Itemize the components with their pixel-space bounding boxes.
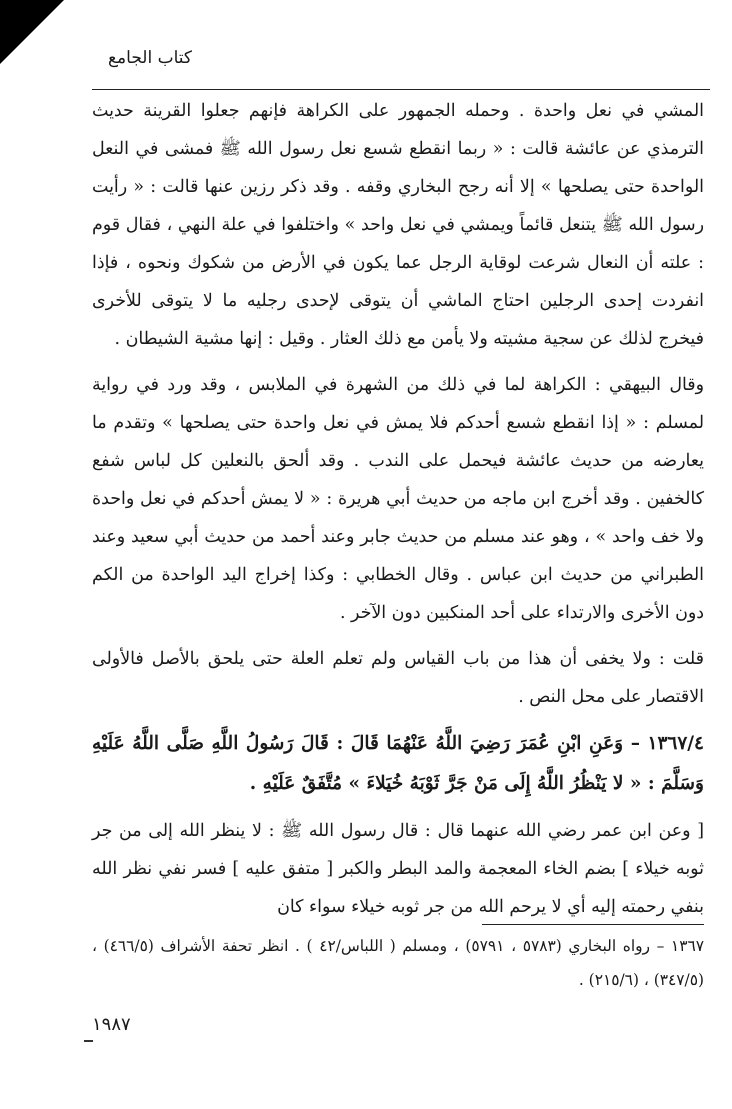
- corner-triangle-mark: [0, 0, 64, 64]
- footnote-text: ١٣٦٧ – رواه البخاري (٥٧٨٣ ، ٥٧٩١) ، ومسلم ( اللباس/٤٢ ) . انظر تحفة الأشراف (٤٦٦/٥) ، (٣٤٧/٥) ، (٢١٥/٦) .: [92, 937, 704, 989]
- footnote-divider: [482, 924, 704, 925]
- hadith-text: – وَعَنِ ابْنِ عُمَرَ رَضِيَ اللَّهُ عَنْهُمَا قَالَ : قَالَ رَسُولُ اللَّهِ صَلَّى اللَّهُ عَلَيْهِ وَسَلَّمَ : « لا يَنْظُرُ اللَّهُ إِلَى مَنْ جَرَّ ثَوْبَهُ خُيَلاءَ » مُتَّفَقٌ عَلَيْهِ .: [92, 733, 704, 794]
- paragraph-1: المشي في نعل واحدة . وحمله الجمهور على الكراهة فإنهم جعلوا القرينة حديث الترمذي عن عائشة قالت : « ربما انقطع شسع نعل رسول الله ﷺ فمشى في النعل الواحدة حتى يصلحها » إلا أنه رجح البخاري وقفه . وقد ذكر رزين عنها قالت : « رأيت رسول الله ﷺ يتنعل قائماً ويمشي في نعل واحد » واختلفوا في علة النهي ، فقال قوم : علته أن النعال شرعت لوقاية الرجل عما يكون في الأرض من شكوك ونحوه ، فإذا انفردت إحدى الرجلين احتاج الماشي أن يتوقى لإحدى رجليه ما لا يتوقى للأخرى فيخرج لذلك عن سجية مشيته ولا يأمن مع ذلك العثار . وقيل : إنها مشية الشيطان .: [92, 101, 704, 349]
- paragraph-2: وقال البيهقي : الكراهة لما في ذلك من الشهرة في الملابس ، وقد ورد في رواية لمسلم : « إذا انقطع شسع أحدكم فلا يمش في نعل واحدة حتى يصلحها » وتقدم ما يعارضه من حديث عائشة فيحمل على الندب . وقد ألحق بالنعلين كل لباس شفع كالخفين . وقد أخرج ابن ماجه من حديث أبي هريرة : « لا يمش أحدكم في نعل واحدة ولا خف واحد » ، وهو عند مسلم من حديث جابر وعند أحمد من حديث أبي سعيد وعند الطبراني من حديث ابن عباس . وقال الخطابي : وكذا إخراج اليد الواحدة من الكم دون الأخرى والارتداء على أحد المنكبين دون الآخر .: [92, 375, 704, 623]
- main-body-text: [92, 92, 704, 926]
- hadith-entry: [92, 724, 704, 804]
- page-number: ١٩٨٧: [92, 1014, 131, 1035]
- paragraph-4: [ وعن ابن عمر رضي الله عنهما قال : قال رسول الله ﷺ : لا ينظر الله إلى من جر ثوبه خيلاء ] بضم الخاء المعجمة والمد البطر والكبر [ متفق عليه ] فسر نفي نظر الله بنفي رحمته إليه أي لا يرحم الله من جر ثوبه خيلاء سواء كان: [92, 821, 704, 917]
- running-header-title: كتاب الجامع: [108, 48, 193, 68]
- hadith-number: ١٣٦٧/٤: [647, 733, 704, 754]
- header-divider: [92, 89, 710, 90]
- page-number-dash: [84, 1040, 93, 1042]
- footnote: [92, 929, 704, 997]
- paragraph-3: قلت : ولا يخفى أن هذا من باب القياس ولم تعلم العلة حتى يلحق بالأصل فالأولى الاقتصار على محل النص .: [92, 649, 704, 707]
